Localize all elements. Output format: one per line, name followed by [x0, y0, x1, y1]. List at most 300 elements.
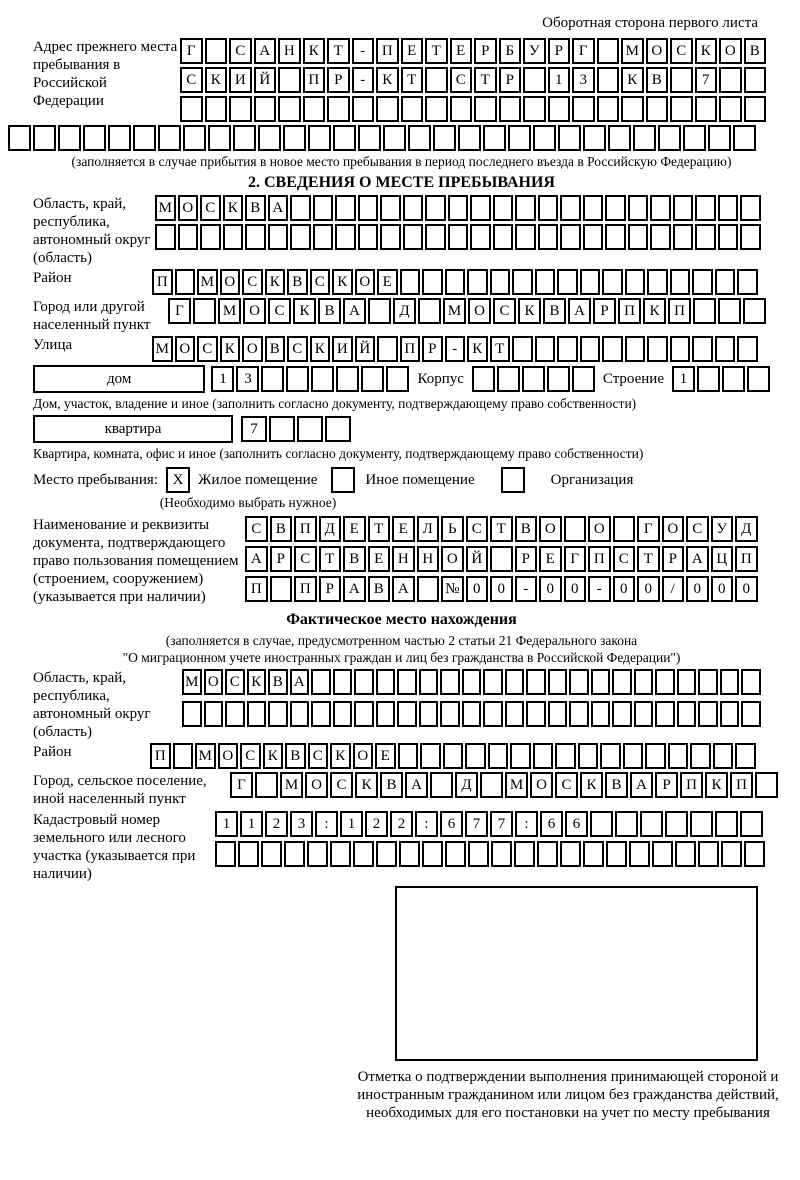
char-cell	[245, 224, 266, 250]
char-cell	[254, 96, 277, 122]
char-cell	[358, 195, 379, 221]
region-row-1	[155, 195, 761, 221]
char-cell: Г	[168, 298, 191, 324]
char-cell	[744, 96, 767, 122]
char-cell: 3	[290, 811, 313, 837]
char-cell: К	[330, 743, 351, 769]
char-cell	[225, 701, 245, 727]
char-cell	[740, 811, 763, 837]
char-cell: С	[555, 772, 578, 798]
char-cell	[623, 743, 644, 769]
char-cell	[330, 841, 351, 867]
char-cell	[313, 195, 334, 221]
char-cell: А	[630, 772, 653, 798]
char-cell	[533, 743, 554, 769]
char-cell: М	[155, 195, 176, 221]
char-cell	[683, 125, 706, 151]
char-cell	[247, 701, 267, 727]
char-cell	[238, 841, 259, 867]
char-cell	[333, 701, 353, 727]
cadastral-row-2	[215, 841, 765, 867]
char-cell	[646, 96, 669, 122]
char-cell	[458, 125, 481, 151]
char-cell	[108, 125, 131, 151]
char-cell	[602, 269, 623, 295]
char-cell	[425, 67, 448, 93]
char-cell	[488, 743, 509, 769]
char-cell	[715, 811, 738, 837]
char-cell	[261, 841, 282, 867]
apartment-box: квартира	[33, 415, 233, 443]
char-cell	[668, 743, 689, 769]
char-cell	[278, 67, 301, 93]
char-cell	[290, 701, 310, 727]
char-cell	[743, 298, 766, 324]
char-cell	[445, 841, 466, 867]
char-cell: 7	[490, 811, 513, 837]
char-cell	[547, 366, 570, 392]
cadastral-label: Кадастровый номер земельного или лесного участка (указывается при наличии)	[33, 812, 196, 882]
district-label: Район	[33, 270, 72, 286]
char-cell	[180, 96, 203, 122]
char-cell: О	[530, 772, 553, 798]
char-cell: К	[293, 298, 316, 324]
other-premises-checkbox	[331, 467, 355, 493]
char-cell	[508, 125, 531, 151]
char-cell: 1	[340, 811, 363, 837]
char-cell	[650, 195, 671, 221]
char-cell	[440, 669, 460, 695]
char-cell: О	[662, 516, 685, 542]
char-cell	[755, 772, 778, 798]
char-cell	[695, 195, 716, 221]
char-cell	[425, 96, 448, 122]
char-cell: О	[243, 298, 266, 324]
char-cell: С	[330, 772, 353, 798]
char-cell	[229, 96, 252, 122]
char-cell: И	[332, 336, 353, 362]
char-cell: О	[178, 195, 199, 221]
char-cell	[526, 669, 546, 695]
char-cell: У	[711, 516, 734, 542]
organization-option-label: Организация	[550, 472, 634, 488]
char-cell	[548, 701, 568, 727]
city-block	[33, 298, 770, 334]
region-label: Область, край, республика, автономный округ (область)	[33, 196, 151, 266]
char-cell	[290, 224, 311, 250]
char-cell	[715, 336, 736, 362]
char-cell: Р	[319, 576, 342, 602]
char-cell	[368, 298, 391, 324]
char-cell	[233, 125, 256, 151]
region-block	[33, 195, 770, 267]
char-cell	[740, 224, 761, 250]
char-cell	[361, 366, 384, 392]
char-cell	[445, 269, 466, 295]
char-cell	[401, 96, 424, 122]
char-cell	[327, 96, 350, 122]
char-cell: А	[343, 576, 366, 602]
char-cell	[376, 841, 397, 867]
char-cell	[462, 701, 482, 727]
char-cell: 0	[686, 576, 709, 602]
char-cell	[721, 841, 742, 867]
char-cell	[261, 366, 284, 392]
char-cell: С	[686, 516, 709, 542]
char-cell	[269, 416, 295, 442]
char-cell	[462, 669, 482, 695]
char-cell	[354, 669, 374, 695]
char-cell	[193, 298, 216, 324]
char-cell	[283, 125, 306, 151]
char-cell: 1	[672, 366, 695, 392]
actual-location-note-2: "О миграционном учете иностранных граждан и лиц без гражданства в Российской Федерации")	[122, 650, 681, 665]
char-cell: С	[466, 516, 489, 542]
char-cell	[580, 269, 601, 295]
char-cell: С	[287, 336, 308, 362]
char-cell: С	[450, 67, 473, 93]
char-cell: К	[263, 743, 284, 769]
char-cell	[383, 125, 406, 151]
char-cell	[560, 841, 581, 867]
char-cell: Р	[515, 546, 538, 572]
char-cell	[490, 546, 513, 572]
char-cell	[308, 125, 331, 151]
char-cell: А	[568, 298, 591, 324]
char-cell	[465, 743, 486, 769]
char-cell	[386, 366, 409, 392]
char-cell	[629, 841, 650, 867]
char-cell: Р	[499, 67, 522, 93]
char-cell	[311, 669, 331, 695]
char-cell	[583, 125, 606, 151]
char-cell	[719, 67, 742, 93]
char-cell	[557, 269, 578, 295]
char-cell: К	[247, 669, 267, 695]
apartment-cells	[241, 416, 351, 442]
char-cell: Е	[392, 516, 415, 542]
char-cell	[569, 701, 589, 727]
char-cell	[522, 366, 545, 392]
char-cell: 0	[564, 576, 587, 602]
char-cell	[720, 701, 740, 727]
char-cell	[564, 516, 587, 542]
prev-address-row-4	[8, 125, 770, 151]
char-cell: М	[218, 298, 241, 324]
street-label: Улица	[33, 337, 73, 353]
char-cell: К	[580, 772, 603, 798]
char-cell	[569, 669, 589, 695]
document-row-1	[245, 516, 758, 542]
char-cell: 0	[613, 576, 636, 602]
char-cell: Т	[637, 546, 660, 572]
char-cell: Е	[343, 516, 366, 542]
cadastral-block	[33, 811, 770, 883]
char-cell: В	[285, 743, 306, 769]
char-cell: Г	[637, 516, 660, 542]
char-cell	[400, 269, 421, 295]
char-cell: П	[588, 546, 611, 572]
char-cell: 0	[735, 576, 758, 602]
char-cell	[83, 125, 106, 151]
char-cell: Р	[327, 67, 350, 93]
char-cell: К	[355, 772, 378, 798]
prev-address-block	[33, 38, 770, 122]
document-row-3	[245, 576, 758, 602]
char-cell	[698, 669, 718, 695]
char-cell	[470, 195, 491, 221]
char-cell: К	[223, 195, 244, 221]
char-cell	[490, 269, 511, 295]
char-cell: М	[152, 336, 173, 362]
char-cell: М	[182, 669, 202, 695]
char-cell	[493, 224, 514, 250]
char-cell: Р	[548, 38, 571, 64]
char-cell	[376, 669, 396, 695]
char-cell	[677, 669, 697, 695]
char-cell	[215, 841, 236, 867]
char-cell	[597, 67, 620, 93]
char-cell: М	[505, 772, 528, 798]
char-cell	[737, 269, 758, 295]
char-cell: О	[204, 669, 224, 695]
char-cell: 1	[211, 366, 234, 392]
char-cell	[695, 224, 716, 250]
char-cell: 1	[215, 811, 238, 837]
char-cell: В	[744, 38, 767, 64]
char-cell: С	[294, 546, 317, 572]
char-cell	[612, 701, 632, 727]
char-cell	[572, 366, 595, 392]
char-cell: 1	[240, 811, 263, 837]
korpus-label: Корпус	[417, 371, 464, 387]
char-cell	[548, 669, 568, 695]
char-cell	[695, 96, 718, 122]
char-cell	[358, 224, 379, 250]
char-cell	[655, 701, 675, 727]
residential-option-label: Жилое помещение	[198, 472, 318, 488]
char-cell: С	[245, 516, 268, 542]
char-cell	[173, 743, 194, 769]
char-cell	[307, 841, 328, 867]
char-cell: 6	[440, 811, 463, 837]
house-note: Дом, участок, владение и иное (заполнить согласно документу, подтверждающему право собственности)	[33, 396, 637, 411]
char-cell: К	[621, 67, 644, 93]
char-cell	[133, 125, 156, 151]
char-cell: -	[515, 576, 538, 602]
char-cell	[718, 298, 741, 324]
char-cell	[505, 669, 525, 695]
stroenie-cells	[672, 366, 770, 392]
char-cell: М	[195, 743, 216, 769]
residential-checkbox: X	[166, 467, 190, 493]
char-cell: К	[303, 38, 326, 64]
char-cell	[433, 125, 456, 151]
char-cell: В	[646, 67, 669, 93]
city-label: Город или другой населенный пункт	[33, 299, 151, 333]
char-cell	[558, 125, 581, 151]
char-cell: Г	[180, 38, 203, 64]
char-cell: -	[352, 67, 375, 93]
region-row-2	[155, 224, 761, 250]
char-cell: А	[268, 195, 289, 221]
char-cell	[182, 701, 202, 727]
char-cell: О	[218, 743, 239, 769]
char-cell	[417, 576, 440, 602]
char-cell	[483, 701, 503, 727]
char-cell	[419, 669, 439, 695]
char-cell: М	[280, 772, 303, 798]
house-box: дом	[33, 365, 205, 393]
actual-region-row-2	[182, 701, 761, 727]
char-cell	[58, 125, 81, 151]
char-cell	[583, 195, 604, 221]
char-cell: 2	[265, 811, 288, 837]
apartment-note: Квартира, комната, офис и иное (заполнить согласно документу, подтверждающему право собственности)	[33, 446, 644, 461]
char-cell	[670, 67, 693, 93]
char-cell	[155, 224, 176, 250]
char-cell	[713, 743, 734, 769]
apartment-row	[33, 415, 770, 443]
char-cell: П	[618, 298, 641, 324]
char-cell: Е	[375, 743, 396, 769]
char-cell	[335, 195, 356, 221]
char-cell: В	[380, 772, 403, 798]
char-cell	[440, 701, 460, 727]
char-cell: С	[225, 669, 245, 695]
char-cell: О	[441, 546, 464, 572]
char-cell	[741, 669, 761, 695]
char-cell	[647, 269, 668, 295]
char-cell	[597, 96, 620, 122]
char-cell: -	[445, 336, 466, 362]
char-cell	[605, 195, 626, 221]
char-cell	[735, 743, 756, 769]
char-cell	[597, 38, 620, 64]
char-cell	[491, 841, 512, 867]
char-cell: /	[662, 576, 685, 602]
char-cell: П	[303, 67, 326, 93]
char-cell: Е	[377, 269, 398, 295]
char-cell: 7	[241, 416, 267, 442]
char-cell	[625, 336, 646, 362]
char-cell	[673, 195, 694, 221]
char-cell: Й	[355, 336, 376, 362]
char-cell	[523, 67, 546, 93]
char-cell: Т	[327, 38, 350, 64]
char-cell	[526, 701, 546, 727]
other-premises-option-label: Иное помещение	[365, 472, 475, 488]
char-cell: К	[265, 269, 286, 295]
char-cell	[474, 96, 497, 122]
stroenie-label: Строение	[602, 371, 664, 387]
char-cell	[535, 336, 556, 362]
char-cell: Й	[254, 67, 277, 93]
char-cell	[557, 336, 578, 362]
char-cell	[420, 743, 441, 769]
char-cell	[625, 269, 646, 295]
char-cell	[538, 224, 559, 250]
char-cell	[560, 224, 581, 250]
actual-location-note-1: (заполняется в случае, предусмотренном частью 2 статьи 21 Федерального закона	[165, 633, 638, 648]
char-cell: С	[180, 67, 203, 93]
char-cell: 0	[490, 576, 513, 602]
char-cell	[537, 841, 558, 867]
char-cell	[376, 701, 396, 727]
stay-place-label: Место пребывания:	[33, 472, 158, 488]
street-block	[33, 336, 770, 362]
char-cell: 2	[390, 811, 413, 837]
char-cell	[336, 366, 359, 392]
char-cell: В	[265, 336, 286, 362]
char-cell: К	[220, 336, 241, 362]
char-cell: 0	[711, 576, 734, 602]
char-cell: К	[376, 67, 399, 93]
char-cell	[605, 224, 626, 250]
char-cell	[613, 516, 636, 542]
char-cell	[548, 96, 571, 122]
char-cell: О	[539, 516, 562, 542]
char-cell: П	[294, 516, 317, 542]
char-cell: Т	[490, 516, 513, 542]
char-cell: Т	[474, 67, 497, 93]
char-cell	[718, 195, 739, 221]
char-cell	[303, 96, 326, 122]
char-cell: П	[680, 772, 703, 798]
char-cell	[590, 811, 613, 837]
char-cell	[578, 743, 599, 769]
char-cell: О	[468, 298, 491, 324]
char-cell: 6	[540, 811, 563, 837]
char-cell	[422, 841, 443, 867]
char-cell	[255, 772, 278, 798]
char-cell: Д	[393, 298, 416, 324]
char-cell: К	[643, 298, 666, 324]
actual-location-title: Фактическое место нахождения	[286, 611, 517, 628]
char-cell	[535, 269, 556, 295]
actual-city-row	[230, 772, 778, 798]
char-cell	[583, 224, 604, 250]
char-cell: К	[467, 336, 488, 362]
document-block	[33, 516, 770, 606]
char-cell	[512, 336, 533, 362]
char-cell: Л	[417, 516, 440, 542]
char-cell	[354, 701, 374, 727]
char-cell	[425, 195, 446, 221]
char-cell: П	[294, 576, 317, 602]
char-cell	[313, 224, 334, 250]
char-cell: Т	[401, 67, 424, 93]
char-cell	[204, 701, 224, 727]
char-cell	[467, 269, 488, 295]
char-cell: М	[197, 269, 218, 295]
char-cell	[311, 366, 334, 392]
char-cell: Г	[564, 546, 587, 572]
char-cell	[333, 125, 356, 151]
char-cell: С	[310, 269, 331, 295]
char-cell	[665, 811, 688, 837]
char-cell	[358, 125, 381, 151]
korpus-cells	[472, 366, 595, 392]
char-cell	[645, 743, 666, 769]
char-cell	[628, 195, 649, 221]
char-cell	[352, 96, 375, 122]
char-cell	[398, 743, 419, 769]
char-cell: О	[719, 38, 742, 64]
char-cell: В	[268, 669, 288, 695]
actual-district-label: Район	[33, 744, 72, 760]
char-cell: С	[613, 546, 636, 572]
